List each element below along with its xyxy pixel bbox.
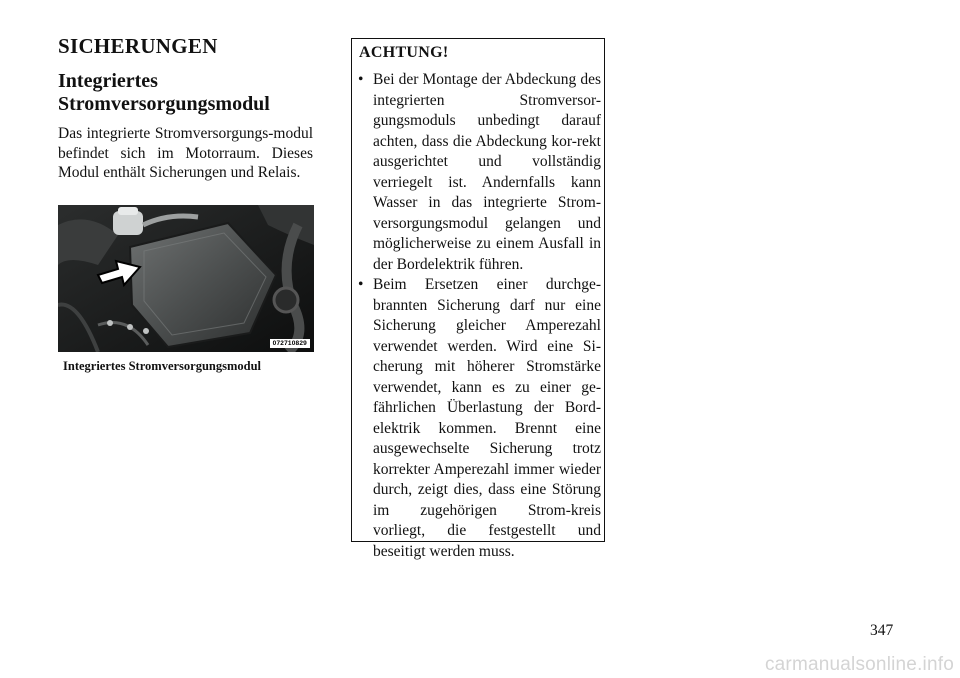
section-title: SICHERUNGEN [58,34,218,58]
photo-illustration [58,205,314,352]
bullet: • [358,71,364,88]
bullet: • [358,276,364,293]
subsection-title: Integriertes Stromversorgungsmodul [58,70,270,115]
warning-item-text: Beim Ersetzen einer durchge-brannten Sicherung darf nur eine Sicherung gleicher Amperezahl verwendet werden. Wird eine Si-cherung mit höherer Stromstärke verwendet, kann es zu einer ge-fährlichen Überlastung der Bord-elektrik kommen. Brennt eine ausgewechselte Sicherung trotz korrekter Amperezahl immer wieder durch, zeigt dies, dass eine Störung im zugehörigen Strom-kreis vorliegt, die festgestellt und beseitigt werden muss. [373,276,601,560]
intro-paragraph: Das integrierte Stromversorgungs-modul befindet sich im Motorraum. Dieses Modul enthält Sicherungen und Relais. [58,125,313,181]
warning-item-text: Bei der Montage der Abdeckung des integrierten Stromversor-gungsmoduls unbedingt darauf achten, dass die Abdeckung kor-rekt ausgerichtet und vollständig verriegelt ist. Andernfalls kann Wasser in das integrierte Strom-versorgungsmodul gelangen und möglicherweise zu einem Ausfall in der Bordelektrik führen. [373,71,601,273]
watermark: carmanualsonline.info [764,654,954,675]
photo-caption: Integriertes Stromversorgungsmodul [63,359,262,373]
warning-title: ACHTUNG! [359,44,449,61]
warning-item [358,70,601,275]
warning-box [351,38,605,560]
image-code-label: 072710829 [270,339,310,348]
warning-list [358,70,601,562]
page-number: 347 [870,622,894,639]
warning-item [358,275,601,562]
engine-bay-photo [58,205,314,352]
